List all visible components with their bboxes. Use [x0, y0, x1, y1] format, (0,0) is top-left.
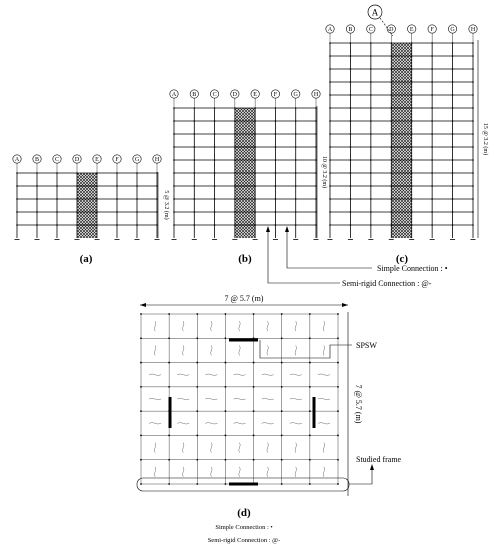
frame-b-dimension: [317, 106, 328, 238]
frame-a-height-note: 5 @ 3.2 (m): [163, 190, 169, 220]
axis-label-d: D: [232, 92, 238, 98]
frame-c-bays: [328, 42, 476, 239]
plan-d: [137, 294, 402, 544]
axis-label-a: A: [171, 92, 177, 98]
panel-label-b: (b): [238, 253, 252, 265]
axis-label-b: B: [192, 92, 197, 98]
frame-c-bubbles: [326, 25, 477, 43]
semi-rigid-connection-callout: Semi-rigid Connection : @-: [342, 279, 432, 288]
legend-simple-connection: Simple Connection : •: [215, 524, 273, 531]
axis-label-f: F: [115, 157, 119, 163]
panel-label-c: (c): [395, 253, 409, 265]
axis-label-h: H: [470, 27, 476, 33]
legend-semi-rigid-connection: Semi-rigid Connection : @-: [207, 537, 281, 544]
axis-label-h: H: [313, 92, 319, 98]
svg-text:A: A: [371, 7, 379, 18]
frame-a-bubbles: [13, 155, 161, 173]
simple-connection-callout: Simple Connection : •: [377, 264, 448, 273]
frame-c-dimension: [478, 40, 489, 238]
frame-b: [170, 90, 328, 265]
frame-b-bays: [172, 107, 319, 239]
axis-label-f: F: [430, 27, 434, 33]
axis-label-g: G: [450, 27, 455, 33]
plan-side-dimension: [348, 312, 363, 496]
axis-label-a: A: [327, 27, 333, 33]
panel-label-d: (d): [237, 507, 251, 519]
axis-label-d: D: [389, 27, 394, 33]
frame-b-bubbles: [170, 90, 320, 108]
axis-label-d: D: [74, 157, 80, 163]
axis-label-e: E: [409, 27, 414, 33]
plan-callouts: [260, 340, 402, 484]
frame-b-height-note: 10 @ 3.2 (m): [321, 155, 327, 189]
plan-top-dimension-text: 7 @ 5.7 (m): [224, 294, 264, 303]
panel-label-a: (a): [79, 253, 93, 265]
spsw-callout: SPSW: [356, 341, 377, 350]
axis-label-g: G: [293, 92, 298, 98]
axis-label-g: G: [134, 157, 140, 163]
studied-frame-callout: Studied frame: [356, 455, 402, 464]
axis-label-h: H: [154, 157, 160, 163]
connection-callouts: [266, 226, 448, 288]
axis-label-a: A: [14, 157, 20, 163]
plan-top-dimension: [140, 294, 348, 307]
axis-label-b: B: [348, 27, 353, 33]
axis-label-b: B: [34, 157, 40, 163]
axis-label-e: E: [253, 92, 257, 98]
axis-label-c: C: [212, 92, 217, 98]
axis-label-f: F: [273, 92, 278, 98]
frame-c-height-note: 15 @ 3.2 (m): [482, 122, 488, 156]
plan-side-dimension-text: 7 @ 5.7 (m): [354, 384, 363, 424]
axis-label-c: C: [54, 157, 60, 163]
axis-label-c: C: [368, 27, 373, 33]
frame-a-dimension: [158, 172, 170, 238]
frame-a-bays: [15, 172, 160, 239]
axis-label-e: E: [95, 157, 99, 163]
frame-c: [326, 5, 489, 265]
frame-a: [13, 155, 170, 265]
